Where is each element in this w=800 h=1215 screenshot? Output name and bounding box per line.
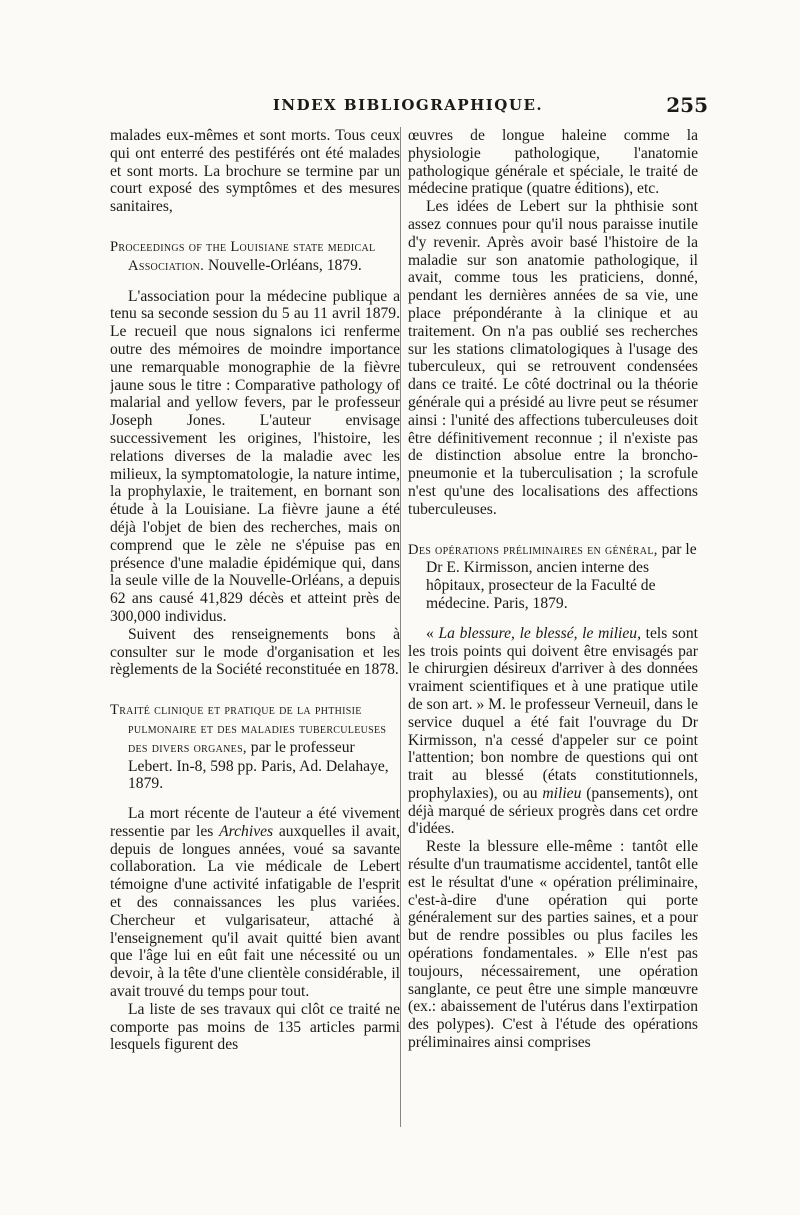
paragraph-works-list: La liste de ses travaux qui clôt ce traité ne comporte pas moins de 135 articles parmi lesquels figurent des [110,1000,400,1054]
paragraph-association: L'association pour la médecine publique a tenu sa seconde session du 5 au 11 avril 1879. Le recueil que nous signalons ici renferme outre des mémoires de moindre importance une remarquable monographie de la fièvre jaune sous le titre : Comparative pathology of malarial and yellow fevers, par le professeur Joseph Jones. L'auteur envisage successivement les origines, l'histoire, les relations diverses de la maladie avec les milieux, la symptomatologie, la nature intime, la prophylaxie, le traitement, en bornant son étude à la Louisiane. La fièvre jaune a été déjà l'objet de bien des recherches, mais on comprend que le zèle ne s'épuise pas en présence d'une maladie épidémique qui, dans la seule ville de la Nouvelle-Orléans, a depuis 62 ans causé 41,829 décès et atteint près de 300,000 individus. [110,287,400,625]
left-column [110,127,400,1147]
bibliography-entry-louisiana [110,238,400,276]
paragraph-society: Suivent des renseignements bons à consulter sur le mode d'organisation et les règlements de la Société reconstituée en 1878. [110,625,400,679]
running-head-title: INDEX BIBLIOGRAPHIQUE. [272,96,544,114]
running-head [108,93,708,118]
right-column [408,127,698,1147]
entry-title: Traité clinique et pratique de la phthisie pulmonaire et des maladies tuberculeuses des divers organes, [110,702,387,756]
paragraph-blessure-quote: « La blessure, le blessé, le milieu, tels sont les trois points qui doivent être envisagés par le chirurgien désireux d'arriver à des données vraiment scientifiques et à une pratique utile de son art. » M. le professeur Verneuil, dans le service duquel a été fait l'ouvrage du Dr Kirmisson, n'a cessé d'appeler sur ce point l'attention; bon nombre de questions qui ont trait au blessé (états constitutionnels, prophylaxies), ou au milieu (pansements), ont déjà marqué de sérieux progrès dans cet ordre d'idées. [408,624,698,838]
entry-title: Des opérations préliminaires en général, [408,541,658,558]
entry-details: par le Dr E. Kirmisson, ancien interne des hôpitaux, prosecteur de la Faculté de médecine. Paris, 1879. [426,540,697,612]
bibliography-entry-kirmisson [408,541,698,613]
column-rule [400,127,401,1127]
bibliography-entry-lebert [110,701,400,793]
paragraph-lebert-death: La mort récente de l'auteur a été vivement ressentie par les Archives auxquelles il avait, depuis de longues années, voué sa savante collaboration. La vie médicale de Lebert témoigne d'une activité infatigable de l'esprit et des connaissances les plus variées. Chercheur et vulgarisateur, attaché à l'enseignement qu'il avait quitté bien avant que l'âge lui en eût fait une nécessité ou un devoir, à la tête d'une clientèle considérable, il avait trouvé du temps pour tout. [110,805,400,1001]
paragraph-phthisis-ideas: Les idées de Lebert sur la phthisie sont assez connues pour qu'il nous paraisse inutile d'y revenir. Après avoir basé l'histoire de la maladie sur son anatomie pathologique, il avait, comme tous les praticiens, donné, pendant les dernières années de sa vie, une place prépondérante à la clinique et au traitement. On n'a pas oublié ses recherches sur les stations climatologiques à l'usage des tuberculeux, qui se retrouvent condensées dans ce traité. Le côté doctrinal ou la théorie générale qui a présidé au livre peut se résumer ainsi : l'unité des affections tuberculeuses doit être définitivement reconnue ; il n'existe pas de distinction absolue entre la broncho-pneumonie et la tuberculisation ; la scrofule n'est qu'une des localisations des affections tuberculeuses. [408,198,698,518]
page-number: 255 [666,93,708,117]
archives-title: Archives [219,822,274,840]
entry-details: par le professeur Lebert. In-8, 598 pp. Paris, Ad. Delahaye, 1879. [128,738,389,793]
entry-title: Proceedings of the Louisiane state medical Association. [110,238,376,274]
paragraph-plague-end: malades eux-mêmes et sont morts. Tous ceux qui ont enterré des pestiférés ont été malades et sont morts. La brochure se termine par un court exposé des symptômes et des mesures sanitaires, [110,127,400,216]
paragraph-blessure-itself: Reste la blessure elle-même : tantôt elle résulte d'un traumatisme accidentel, tantôt elle est le résultat d'une « opération préliminaire, c'est-à-dire d'une opération qui porte généralement sur des parties saines, et a pour but de rendre possibles ou plus faciles les opérations fondamentales. » Elle n'est pas toujours, nécessairement, une opération sanglante, ce peut être une simple manœuvre (ex.: abaissement de l'utérus dans l'extirpation des polypes). C'est à l'étude des opérations préliminaires ainsi comprises [408,838,698,1052]
entry-details: Nouvelle-Orléans, 1879. [208,256,362,274]
paragraph-works-continued: œuvres de longue haleine comme la physiologie pathologique, l'anatomie pathologique générale et spéciale, le traité de médecine pratique (quatre éditions), etc. [408,127,698,198]
